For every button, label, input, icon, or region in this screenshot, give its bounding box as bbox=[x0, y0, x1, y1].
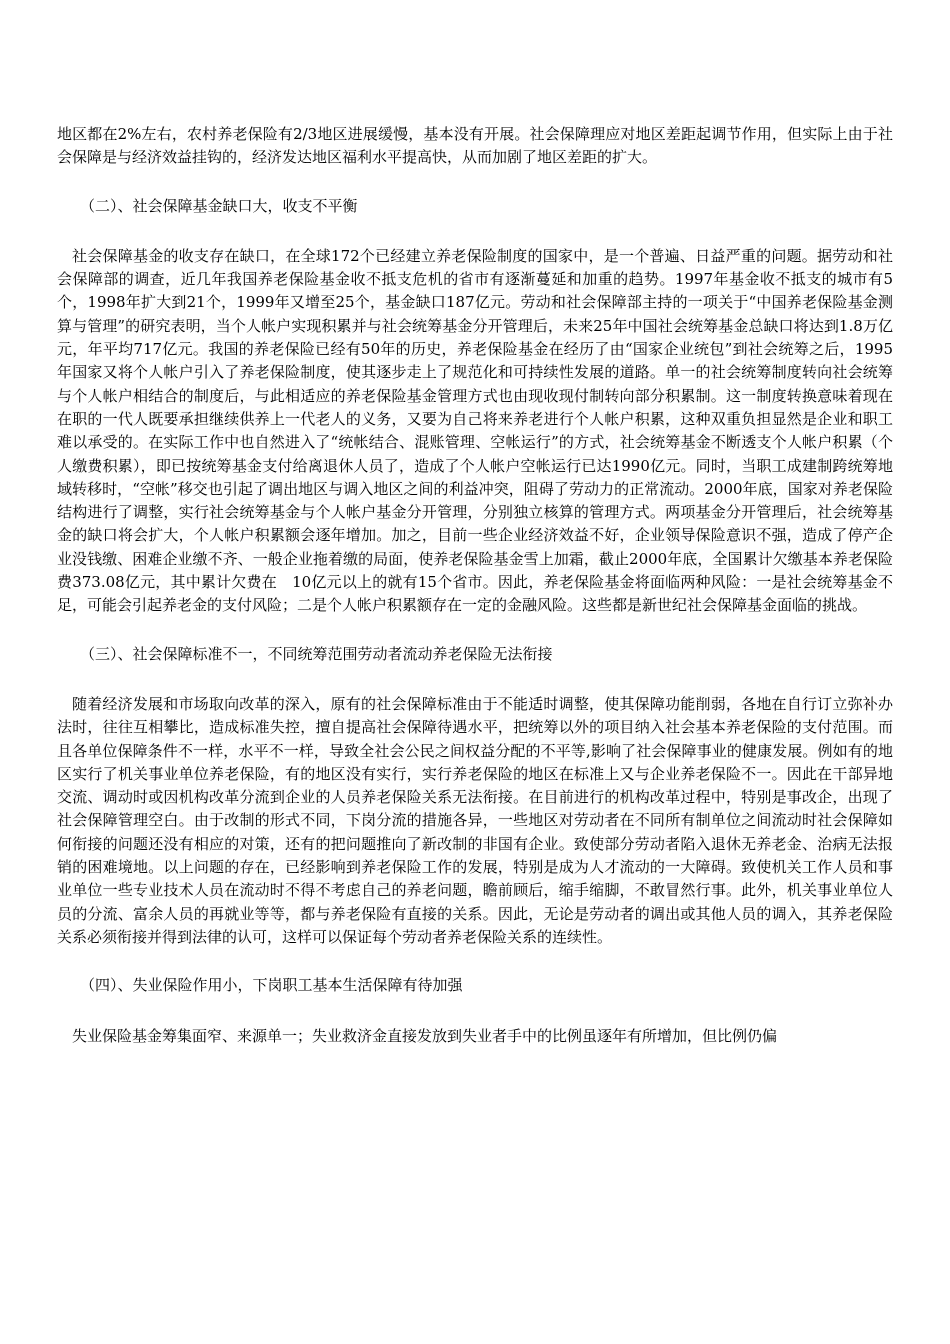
section-body-3: 随着经济发展和市场取向改革的深入，原有的社会保障标准由于不能适时调整，使其保障功能削弱，各地在自行订立弥补办法时，往往互相攀比，造成标准失控，擅自提高社会保障待遇水平，把统筹以外的项目纳入社会基本养老保险的支付范围。而且各单位保障条件不一样，水平不一样，导致全社会公民之间权益分配的不平等,影响了社会保障事业的健康发展。例如有的地区实行了机关事业单位养老保险，有的地区没有实行，实行养老保险的地区在标准上又与企业养老保险不一。因此在干部异地交流、调动时或因机构改革分流到企业的人员养老保险关系无法衔接。在目前进行的机构改革过程中，特别是事改企，出现了社会保障管理空白。由于改制的形式不同，下岗分流的措施各异，一些地区对劳动者在不同所有制单位之间流动时社会保障如何衔接的问题还没有相应的对策，还有的把问题推向了新改制的非国有企业。致使部分劳动者陷入退休无养老金、治病无法报销的困难境地。以上问题的存在，已经影响到养老保险工作的发展，特别是成为人才流动的一大障碍。致使机关工作人员和事业单位一些专业技术人员在流动时不得不考虑自己的养老问题，瞻前顾后，缩手缩脚，不敢冒然行事。此外，机关事业单位人员的分流、富余人员的再就业等等，都与养老保险有直接的关系。因此，无论是劳动者的调出或其他人员的调入，其养老保险关系必须衔接并得到法律的认可，这样可以保证每个劳动者养老保险关系的连续性。 bbox=[57, 694, 893, 946]
section-heading-4: （四）、失业保险作用小，下岗职工基本生活保障有待加强 bbox=[80, 976, 463, 995]
intro-paragraph: 地区都在2%左右，农村养老保险有2/3地区进展缓慢，基本没有开展。社会保障理应对地区差距起调节作用，但实际上由于社会保障是与经济效益挂钩的，经济发达地区福利水平提高快，从而加剧了地区差距的扩大。 bbox=[57, 125, 893, 167]
section-heading-2: （二）、社会保障基金缺口大，收支不平衡 bbox=[80, 196, 358, 215]
section-body-4: 失业保险基金筹集面窄、来源单一；失业救济金直接发放到失业者手中的比例虽逐年有所增加，但比例仍偏 bbox=[72, 1026, 778, 1045]
section-body-2: 社会保障基金的收支存在缺口，在全球172个已经建立养老保险制度的国家中，是一个普遍、日益严重的问题。据劳动和社会保障部的调查，近几年我国养老保险基金收不抵支危机的省市有逐渐蔓延和加重的趋势。1997年基金收不抵支的城市有5个，1998年扩大到21个，1999年又增至25个，基金缺口187亿元。劳动和社会保障部主持的一项关于“中国养老保险基金测算与管理”的研究表明，当个人帐户实现积累并与社会统筹基金分开管理后，未来25年中国社会统筹基金总缺口将达到1.8万亿元，年平均717亿元。我国的养老保险已经有50年的历史，养老保险基金在经历了由“国家企业统包”到社会统筹之后，1995年国家又将个人帐户引入了养老保险制度，使其逐步走上了规范化和可持续性发展的道路。单一的社会统筹制度转向社会统筹与个人帐户相结合的制度后，与此相适应的养老保险基金管理方式也由现收现付制转向部分积累制。这一制度转换意味着现在在职的一代人既要承担继续供养上一代老人的义务，又要为自己将来养老进行个人帐户积累，这种双重负担显然是企业和职工难以承受的。在实际工作中也自然进入了“统帐结合、混账管理、空帐运行”的方式，社会统筹基金不断透支个人帐户积累（个人缴费积累），即已按统筹基金支付给离退休人员了，造成了个人帐户空帐运行已达1990亿元。同时，当职工成建制跨统筹地域转移时，“空帐”移交也引起了调出地区与调入地区之间的利益冲突，阻碍了劳动力的正常流动。2000年底，国家对养老保险结构进行了调整，实行社会统筹基金与个人帐户基金分开管理，分别独立核算的管理方式。两项基金分开管理后，社会统筹基金的缺口将会扩大，个人帐户积累额会逐年增加。加之，目前一些企业经济效益不好，企业领导保险意识不强，造成了停产企业没钱缴、困难企业缴不齐、一般企业拖着缴的局面，使养老保险基金雪上加霜，截止2000年底，全国累计欠缴基本养老保险费373.08亿元，其中累计欠费在 10亿元以上的就有15个省市。因此，养老保险基金将面临两种风险：一是社会统筹基金不足，可能会引起养老金的支付风险；二是个人帐户积累额存在一定的金融风险。这些都是新世纪社会保障基金面临的挑战。 bbox=[57, 246, 893, 615]
section-heading-3: （三）、社会保障标准不一，不同统筹范围劳动者流动养老保险无法衔接 bbox=[80, 644, 553, 663]
document-page bbox=[57, 123, 893, 1048]
